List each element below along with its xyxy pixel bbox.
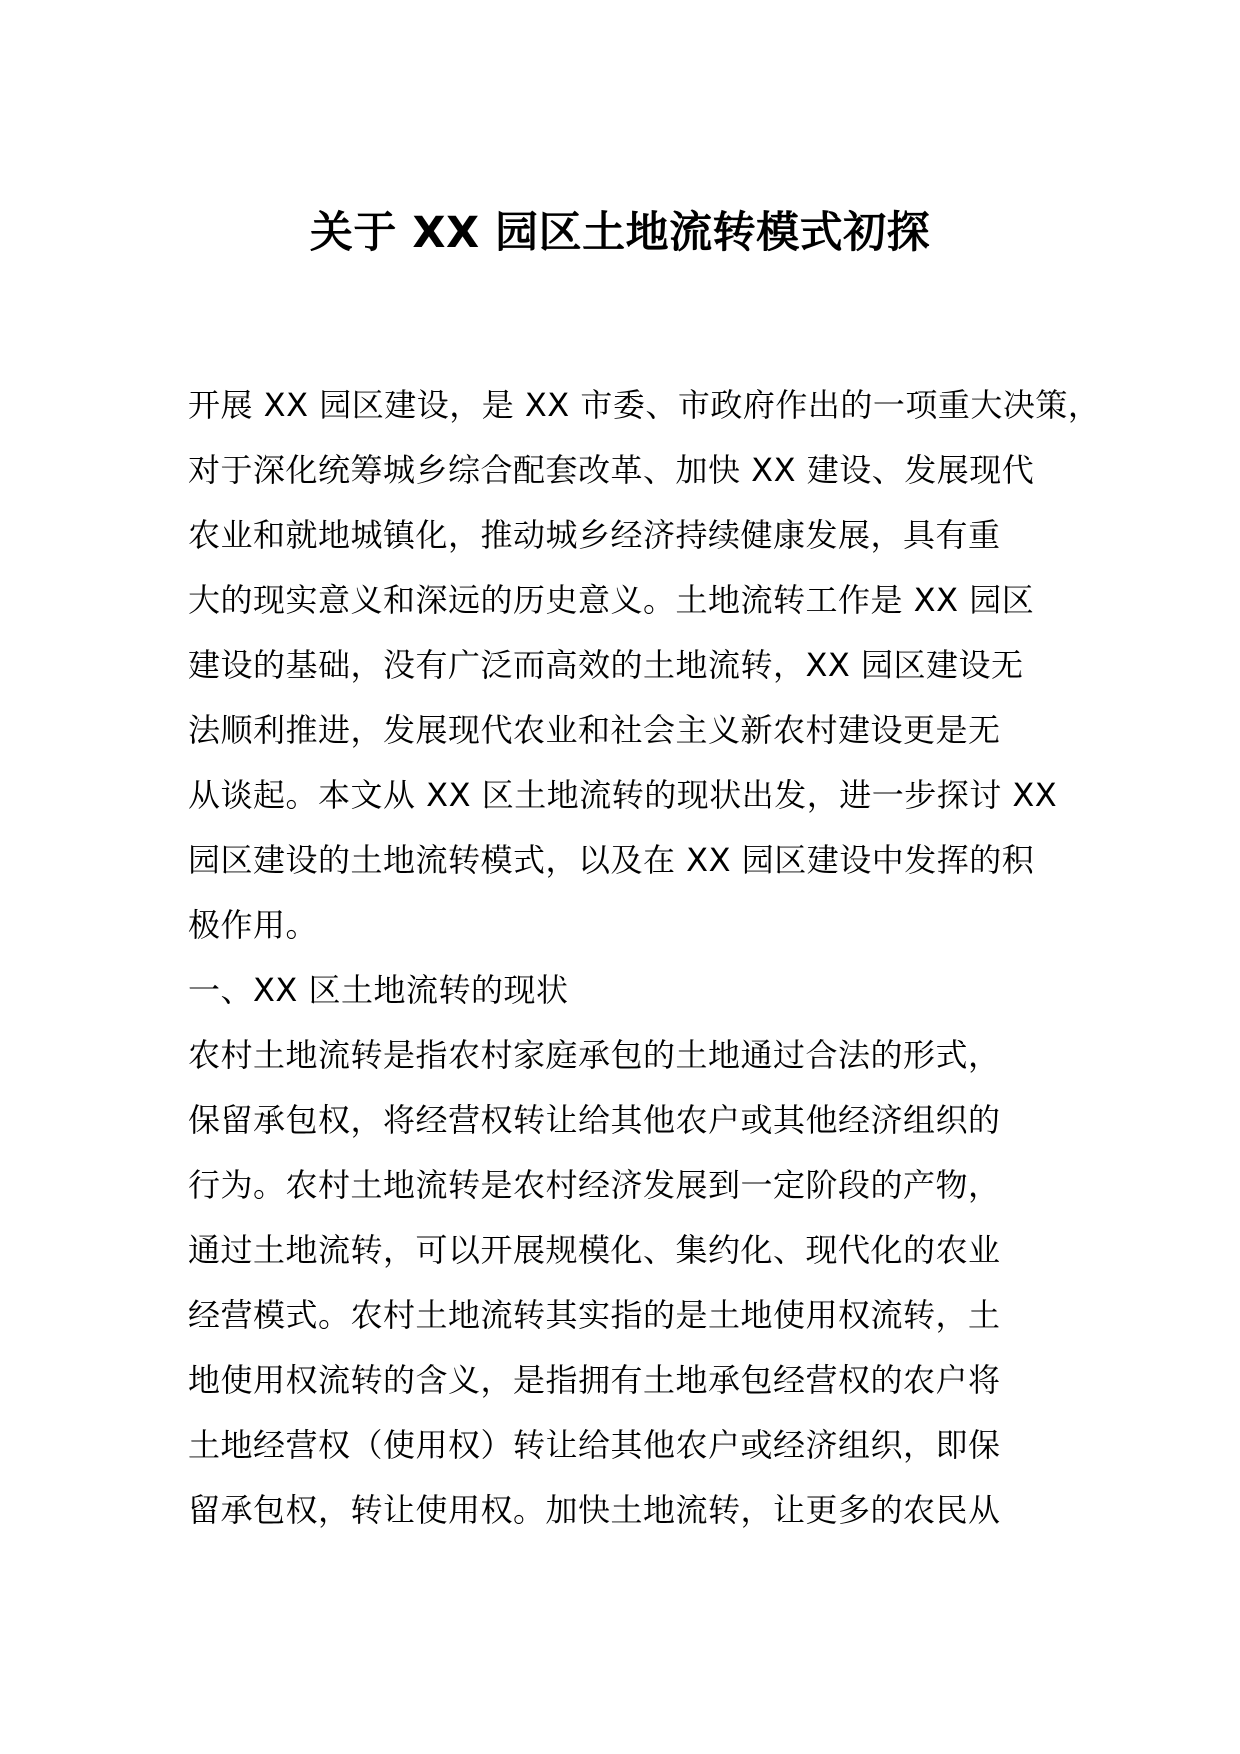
body-line: 极作用。 [188, 906, 319, 944]
body-line: 建设的基础，没有广泛而高效的土地流转，XX 园区建设无 [188, 646, 1024, 684]
document-title: 关于 XX 园区土地流转模式初探 [309, 208, 931, 258]
body-line: 农业和就地城镇化，推动城乡经济持续健康发展，具有重 [188, 516, 1001, 554]
body-line: 经营模式。农村土地流转其实指的是土地使用权流转，土 [188, 1296, 1001, 1334]
body-line: 留承包权，转让使用权。加快土地流转，让更多的农民从 [188, 1491, 1001, 1529]
body-line: 从谈起。本文从 XX 区土地流转的现状出发，进一步探讨 XX [188, 776, 1058, 814]
body-line: 开展 XX 园区建设，是 XX 市委、市政府作出的一项重大决策， [188, 386, 1101, 424]
body-line: 大的现实意义和深远的历史意义。土地流转工作是 XX 园区 [188, 581, 1035, 619]
body-line: 园区建设的土地流转模式，以及在 XX 园区建设中发挥的积 [188, 841, 1035, 879]
body-line: 对于深化统筹城乡综合配套改革、加快 XX 建设、发展现代 [188, 451, 1035, 489]
body-line: 法顺利推进，发展现代农业和社会主义新农村建设更是无 [188, 711, 1001, 749]
body-line: 保留承包权，将经营权转让给其他农户或其他经济组织的 [188, 1101, 1001, 1139]
body-line: 土地经营权（使用权）转让给其他农户或经济组织，即保 [188, 1426, 1001, 1464]
body-line: 地使用权流转的含义，是指拥有土地承包经营权的农户将 [188, 1361, 1001, 1399]
body-line: 农村土地流转是指农村家庭承包的土地通过合法的形式， [188, 1036, 1001, 1074]
body-line: 通过土地流转，可以开展规模化、集约化、现代化的农业 [188, 1231, 1001, 1269]
section-heading: 一、XX 区土地流转的现状 [188, 971, 569, 1009]
body-line: 行为。农村土地流转是农村经济发展到一定阶段的产物， [188, 1166, 1001, 1204]
